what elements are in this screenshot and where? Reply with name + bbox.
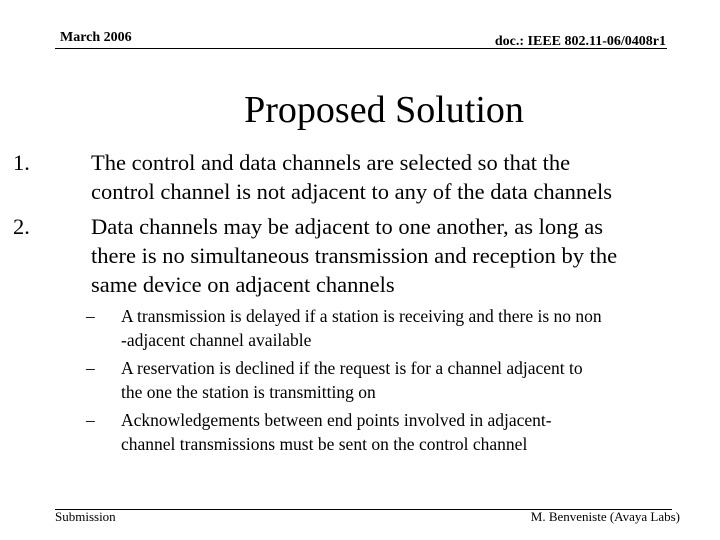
sub-item-line: A transmission is delayed if a station is receiving and there is no non (121, 306, 602, 326)
item-line: The control and data channels are selected so that the (91, 150, 571, 175)
sub-item-line: -adjacent channel available (121, 330, 312, 350)
dash-bullet: – (86, 306, 95, 326)
sub-item-text (121, 304, 689, 352)
item-number: 2. (13, 214, 30, 239)
sub-item-text (121, 356, 689, 404)
sub-item-line: channel transmissions must be sent on the control channel (121, 434, 528, 454)
sub-item-line: A reservation is declined if the request is for a channel adjacent to (121, 358, 583, 378)
item-line: Data channels may be adjacent to one another, as long as (91, 214, 604, 239)
item-text (91, 212, 671, 299)
header-date: March 2006 (60, 30, 132, 45)
slide-title: Proposed Solution (244, 89, 524, 131)
item-number: 1. (13, 150, 30, 175)
header-doc-id: doc.: IEEE 802.11-06/0408r1 (494, 34, 666, 49)
item-line: control channel is not adjacent to any of the data channels (91, 179, 613, 204)
dash-bullet: – (86, 358, 95, 378)
footer-author: M. Benveniste (Avaya Labs) (530, 509, 680, 524)
item-text (91, 148, 671, 206)
sub-item-line: Acknowledgements between end points involved in adjacent- (121, 410, 552, 430)
footer-submission: Submission (55, 509, 116, 524)
sub-item-line: the one the station is transmitting on (121, 382, 376, 402)
sub-item-text (121, 408, 689, 456)
item-line: same device on adjacent channels (91, 272, 395, 297)
item-line: there is no simultaneous transmission and reception by the (91, 243, 618, 268)
header-divider (55, 48, 667, 49)
dash-bullet: – (86, 410, 95, 430)
